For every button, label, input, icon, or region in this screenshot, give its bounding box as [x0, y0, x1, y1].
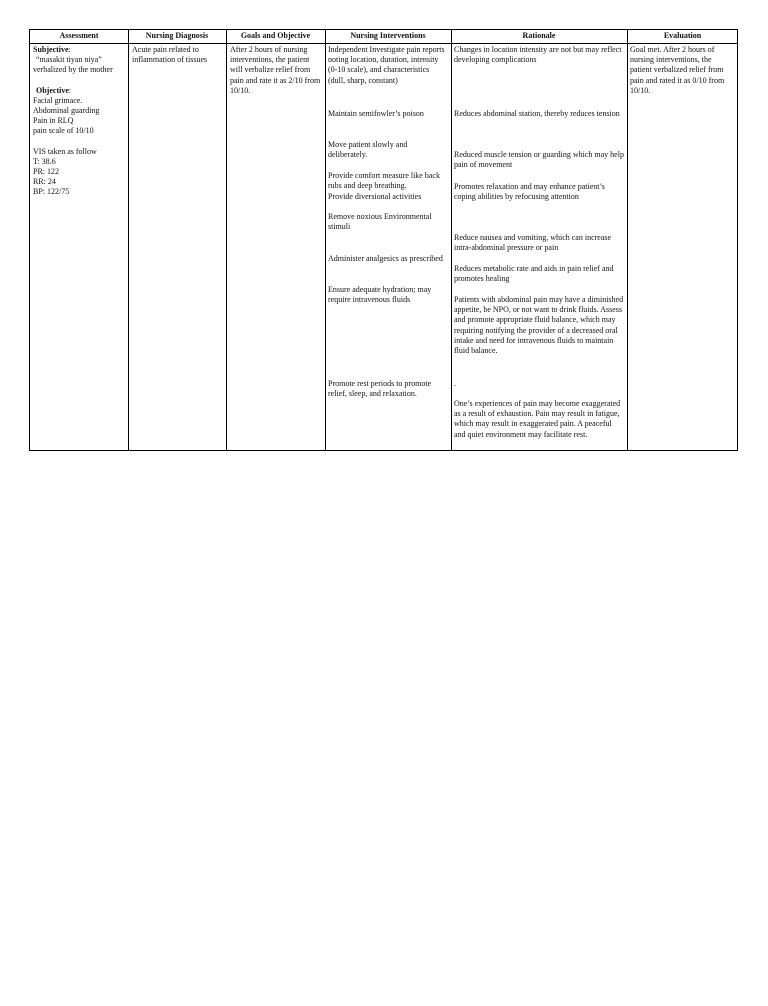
- subjective-label: Subjective: [33, 45, 69, 54]
- rationale-item: One’s experiences of pain may become exaggerated as a result of exhaustion. Pain may result in fatigue, which may result in exaggerated pain. A peaceful and quiet environment may facilitate rest.: [454, 399, 621, 439]
- diagnosis-text: Acute pain related to inflammation of tissues: [132, 45, 208, 65]
- rationale-item: .: [454, 379, 456, 388]
- intervention-item: Remove noxious Environmental stimuli: [328, 212, 432, 232]
- subjective-source: verbalized by the mother: [33, 65, 113, 75]
- objective-line: Abdominal guarding: [33, 106, 100, 116]
- vital-sign: BP: 122/75: [33, 187, 70, 197]
- header-nursing-diagnosis: Nursing Diagnosis: [145, 31, 209, 40]
- rationale-cell: [454, 45, 624, 445]
- care-plan-table: [29, 29, 738, 451]
- subjective-quote: “masakit tiyan niya”: [36, 55, 102, 65]
- rationale-item: Reduced muscle tension or guarding which may help pain of movement: [454, 150, 624, 170]
- assessment-cell: Subjective: “masakit tiyan niya” verbalized by the mother Objective: Facial grimace. Abdominal guarding Pain in RLQ pain scale of 10/10 VIS taken as follow T: 38.6 PR: 122 RR: 24 BP: 122/75: [33, 45, 125, 198]
- header-evaluation: Evaluation: [663, 31, 702, 40]
- intervention-item: Provide diversional activities: [328, 192, 422, 201]
- objective-line: Facial grimace.: [33, 95, 83, 105]
- intervention-item: Move patient slowly and deliberately.: [328, 140, 408, 160]
- intervention-item: Maintain semifowler’s poison: [328, 109, 424, 118]
- column-divider: [451, 30, 452, 450]
- intervention-item: Independent Investigate pain reports noting location, duration, intensity (0-10 scale), and characteristics (dull, sharp, constant): [328, 45, 445, 85]
- header-goals-objective: Goals and Objective: [240, 31, 311, 40]
- column-divider: [325, 30, 326, 450]
- interventions-cell: [328, 45, 448, 445]
- intervention-item: Administer analgesics as prescribed: [328, 254, 443, 263]
- goals-text: After 2 hours of nursing interventions, the patient will verbalize relief from pain and rate it as 2/10 from 10/10.: [230, 45, 321, 95]
- evaluation-text: Goal met. After 2 hours of nursing interventions, the patient verbalized relief from pain and rated it as 0/10 from 10/10.: [630, 45, 725, 95]
- rationale-item: Changes in location intensity are not but may reflect developing complications: [454, 45, 622, 65]
- column-divider: [226, 30, 227, 450]
- vital-signs-title: VIS taken as follow: [33, 146, 97, 156]
- intervention-item: Ensure adequate hydration; may require intravenous fluids: [328, 285, 432, 305]
- column-divider: [128, 30, 129, 450]
- intervention-item: Promote rest periods to promote relief, sleep, and relaxation.: [328, 379, 432, 399]
- intervention-item: Provide comfort measure like back rubs and deep breathing.: [328, 171, 440, 191]
- vital-sign: T: 38.6: [33, 156, 56, 166]
- rationale-item: Reduces metabolic rate and aids in pain relief and promotes healing: [454, 264, 614, 284]
- rationale-item: Reduce nausea and vomiting, which can increase intra-abdominal pressure or pain: [454, 233, 612, 253]
- rationale-item: Patients with abdominal pain may have a diminished appetite, be NPO, or not want to drink fluids. Assess and promote appropriate fluid balance, which may requiring notifying the provider of a decreased oral intake and need for intravenous fluids to maintain fluid balance.: [454, 295, 624, 356]
- header-assessment: Assessment: [59, 31, 99, 40]
- vital-sign: RR: 24: [33, 177, 56, 187]
- column-divider: [627, 30, 628, 450]
- goals-cell: [230, 45, 322, 96]
- rationale-item: Promotes relaxation and may enhance patient’s coping abilities by refocusing attention: [454, 182, 605, 202]
- header-rationale: Rationale: [522, 31, 556, 40]
- rationale-item: Reduces abdominal station, thereby reduces tension: [454, 109, 620, 118]
- objective-line: pain scale of 10/10: [33, 126, 94, 136]
- diagnosis-cell: [132, 45, 218, 65]
- objective-label: Objective: [36, 85, 69, 95]
- vital-sign: PR: 122: [33, 167, 60, 177]
- objective-line: Pain in RLQ: [33, 116, 74, 126]
- header-nursing-interventions: Nursing Interventions: [350, 31, 426, 40]
- evaluation-cell: [630, 45, 735, 96]
